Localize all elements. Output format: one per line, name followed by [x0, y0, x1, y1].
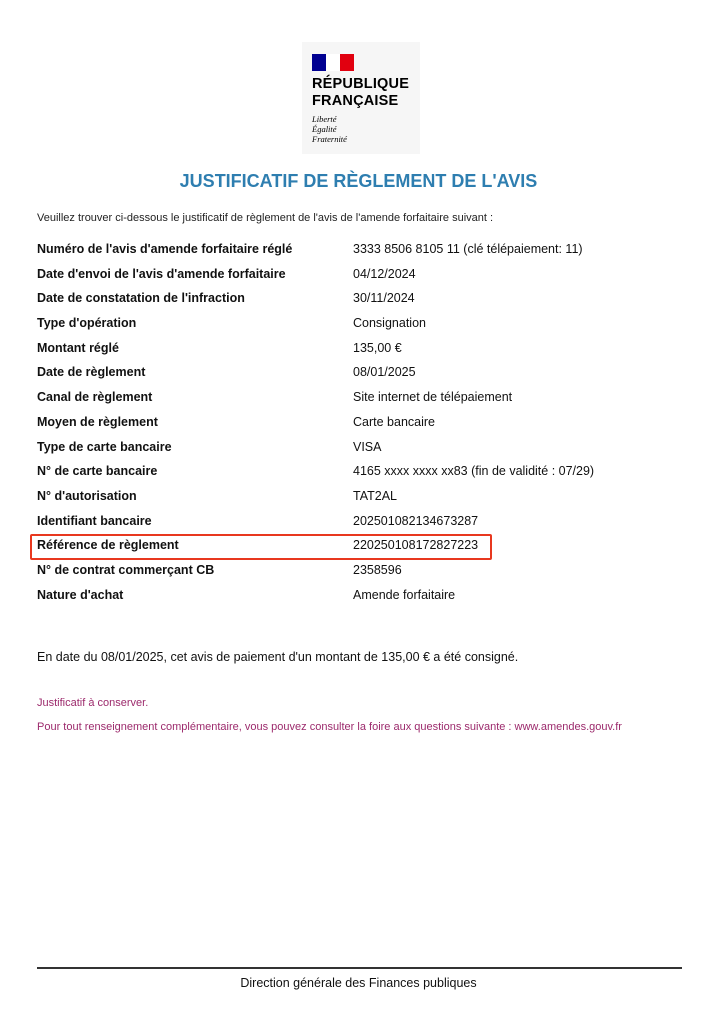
detail-value: Amende forfaitaire	[353, 587, 456, 602]
detail-row	[37, 413, 677, 438]
logo-motto	[312, 114, 347, 144]
logo-title: RÉPUBLIQUE FRANÇAISE	[312, 76, 410, 109]
detail-value: 08/01/2025	[353, 365, 416, 380]
detail-label: N° de carte bancaire	[37, 464, 158, 479]
detail-value: 30/11/2024	[353, 291, 415, 306]
detail-row	[37, 240, 677, 265]
detail-label: Nature d'achat	[37, 587, 124, 602]
highlight-annotation-box	[30, 534, 492, 560]
detail-row	[37, 561, 677, 586]
detail-row	[37, 339, 677, 364]
motto-fraternite: Fraternité	[312, 134, 347, 144]
detail-label: Type de carte bancaire	[37, 439, 172, 454]
payment-summary: En date du 08/01/2025, cet avis de paiement d'un montant de 135,00 € a été consigné.	[37, 650, 519, 664]
detail-label: N° d'autorisation	[37, 488, 137, 503]
detail-value: 220250108172827223	[353, 538, 479, 553]
detail-row	[37, 388, 677, 413]
detail-row	[37, 512, 677, 537]
info-note: Pour tout renseignement complémentaire, vous pouvez consulter la foire aux questions suivante : www.amendes.gouv.fr	[37, 721, 622, 733]
detail-label: Date d'envoi de l'avis d'amende forfaitaire	[37, 266, 286, 281]
detail-value: Carte bancaire	[353, 414, 435, 429]
detail-row	[37, 363, 677, 388]
detail-row	[37, 289, 677, 314]
detail-label: N° de contrat commerçant CB	[37, 562, 215, 577]
detail-label: Numéro de l'avis d'amende forfaitaire réglé	[37, 242, 293, 256]
detail-value: Site internet de télépaiement	[353, 390, 513, 405]
detail-value: 202501082134673287	[353, 513, 479, 528]
motto-egalite: Égalité	[312, 124, 337, 134]
french-flag-icon	[312, 54, 354, 71]
detail-value: 3333 8506 8105 11 (clé télépaiement: 11)	[353, 242, 583, 256]
detail-value: 135,00 €	[353, 340, 402, 355]
detail-label: Type d'opération	[37, 316, 137, 331]
detail-value: 2358596	[353, 562, 402, 577]
intro-text: Veuillez trouver ci-dessous le justificatif de règlement de l'avis de l'amende forfaitaire suivant :	[37, 212, 494, 224]
keep-receipt-note: Justificatif à conserver.	[37, 697, 149, 709]
detail-row	[37, 462, 677, 487]
detail-label: Référence de règlement	[37, 538, 179, 553]
detail-label: Date de règlement	[37, 365, 146, 380]
detail-row	[37, 438, 677, 463]
detail-row	[37, 487, 677, 512]
detail-label: Canal de règlement	[37, 390, 153, 405]
detail-label: Moyen de règlement	[37, 414, 158, 429]
footer-divider	[37, 967, 682, 969]
footer-text: Direction générale des Finances publiques	[240, 976, 477, 990]
detail-value: 04/12/2024	[353, 266, 416, 281]
motto-liberte: Liberté	[312, 114, 337, 124]
detail-label: Identifiant bancaire	[37, 513, 152, 528]
republique-francaise-logo	[302, 42, 420, 154]
document-title: JUSTIFICATIF DE RÈGLEMENT DE L'AVIS	[179, 171, 538, 191]
detail-row	[37, 586, 677, 611]
detail-label: Date de constatation de l'infraction	[37, 291, 245, 306]
detail-row	[37, 314, 677, 339]
detail-row	[37, 265, 677, 290]
detail-value: 4165 xxxx xxxx xx83 (fin de validité : 07/29)	[353, 464, 595, 479]
detail-value: TAT2AL	[353, 488, 397, 503]
detail-label: Montant réglé	[37, 340, 119, 355]
detail-value: Consignation	[353, 316, 426, 331]
detail-value: VISA	[353, 439, 382, 454]
